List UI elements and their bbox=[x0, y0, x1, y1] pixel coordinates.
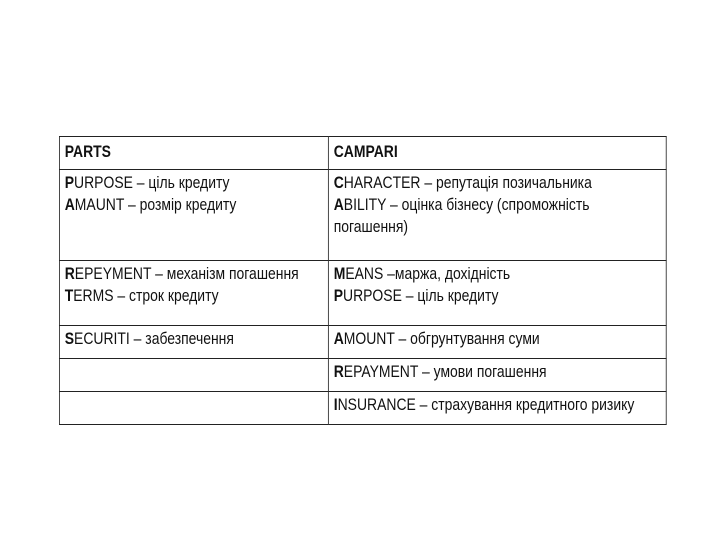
campari-cell bbox=[328, 261, 666, 326]
campari-item-ability: ABILITY – оцінка бізнесу (спроможність погашення) bbox=[333, 195, 590, 236]
parts-item-purpose: PURPOSE – ціль кредиту bbox=[64, 173, 230, 192]
parts-cell-empty bbox=[59, 359, 328, 392]
campari-cell bbox=[328, 359, 666, 392]
campari-cell bbox=[328, 326, 666, 359]
table-header-row bbox=[59, 137, 666, 170]
parts-campari-table bbox=[59, 136, 667, 425]
parts-item-terms: TERMS – строк кредиту bbox=[64, 286, 219, 305]
campari-item-amount: AMOUNT – обгрунтування суми bbox=[333, 329, 540, 348]
campari-item-repayment: REPAYMENT – умови погашення bbox=[333, 362, 547, 381]
campari-item-character: CHARACTER – репутація позичальника bbox=[333, 173, 592, 192]
parts-cell bbox=[59, 261, 328, 326]
parts-item-amaunt: AMAUNT – розмір кредиту bbox=[64, 195, 237, 214]
header-campari: CAMPARI bbox=[328, 137, 666, 170]
table-row bbox=[59, 326, 666, 359]
campari-item-insurance: INSURANCE – страхування кредитного ризику bbox=[333, 395, 635, 414]
parts-cell bbox=[59, 170, 328, 261]
table-row bbox=[59, 261, 666, 326]
parts-item-repeyment: REPEYMENT – механізм погашення bbox=[64, 264, 299, 283]
parts-cell bbox=[59, 326, 328, 359]
parts-item-securiti: SECURITI – забезпечення bbox=[64, 329, 234, 348]
campari-cell bbox=[328, 392, 666, 425]
table-row bbox=[59, 392, 666, 425]
campari-item-means: MEANS –маржа, дохідність bbox=[333, 264, 511, 283]
table-row bbox=[59, 170, 666, 261]
header-parts: PARTS bbox=[59, 137, 328, 170]
parts-cell-empty bbox=[59, 392, 328, 425]
campari-item-purpose: PURPOSE – ціль кредиту bbox=[333, 286, 499, 305]
table-row bbox=[59, 359, 666, 392]
campari-cell bbox=[328, 170, 666, 261]
